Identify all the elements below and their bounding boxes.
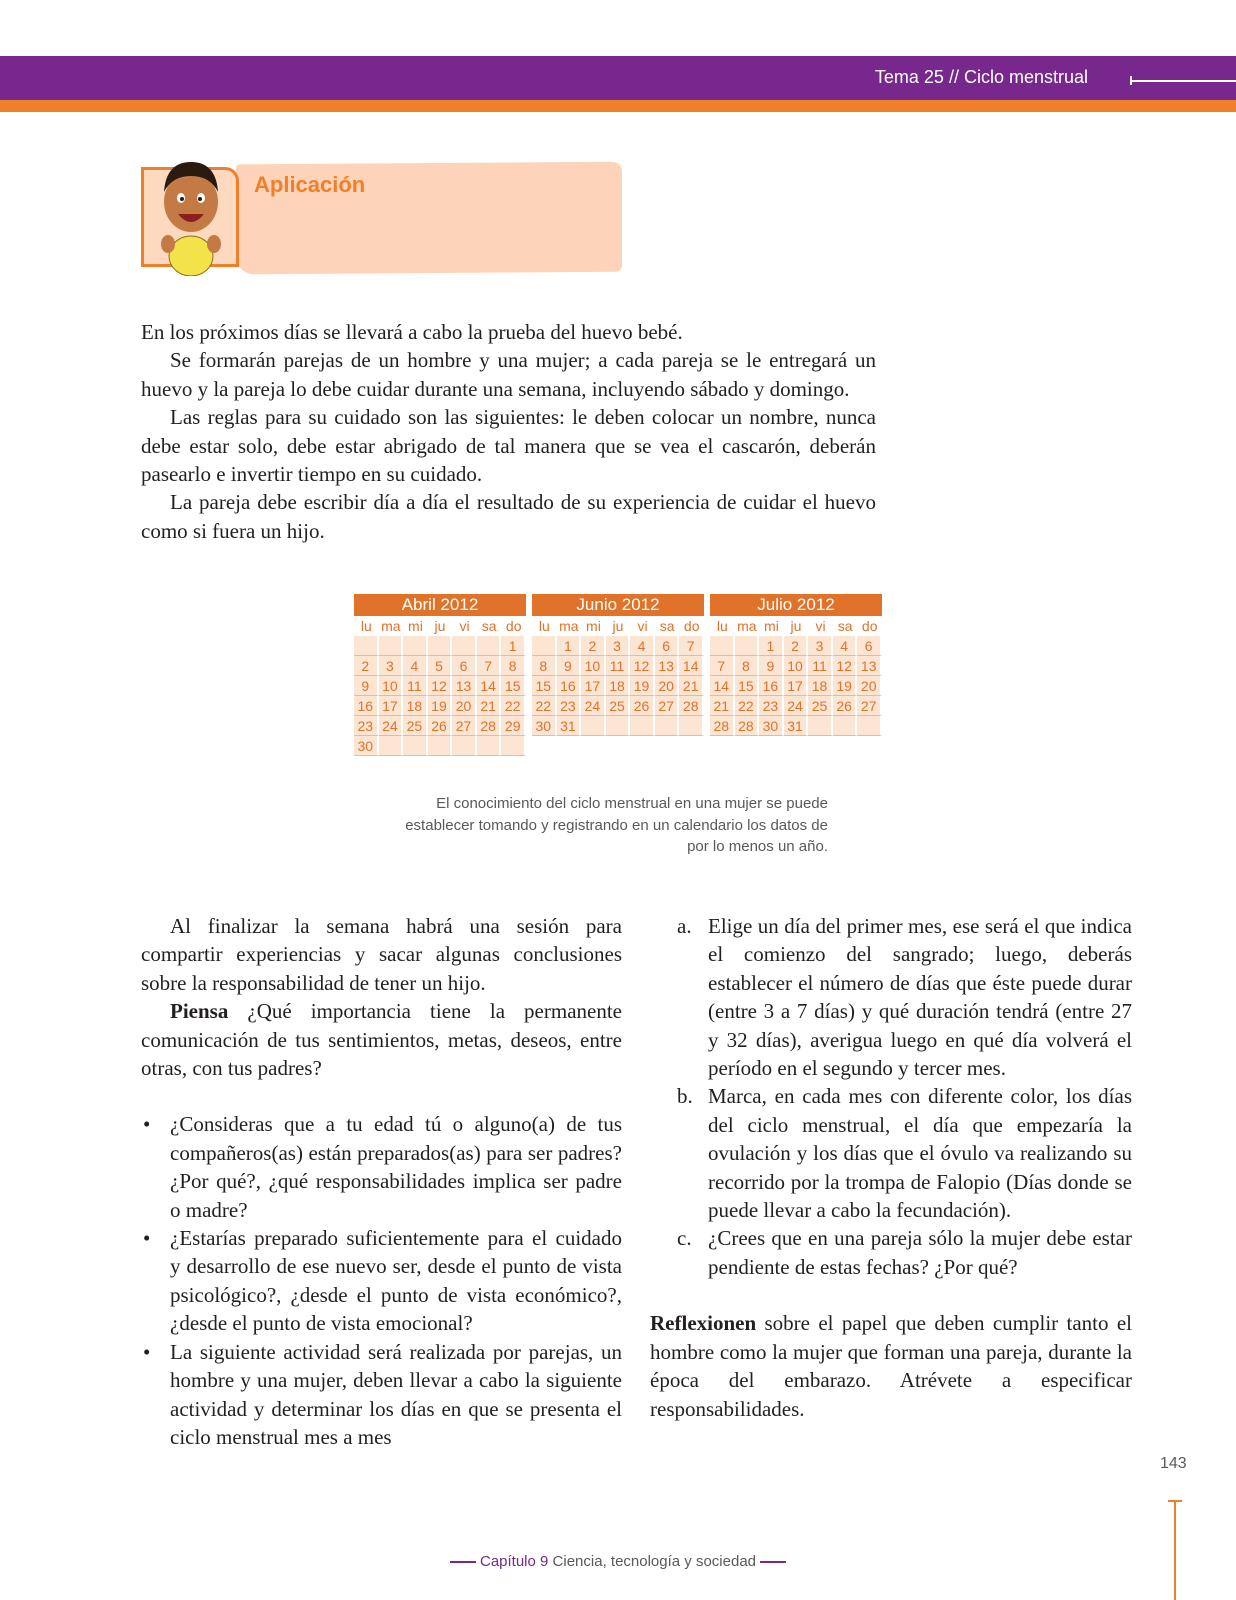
weekday-label: lu <box>360 618 372 634</box>
list-marker: a. <box>677 914 692 938</box>
calendar-day-cell: 2 <box>784 636 809 656</box>
calendar-weekdays <box>354 616 526 636</box>
calendar-day-cell: 13 <box>857 656 882 676</box>
calendar-day-cell: 22 <box>735 696 760 716</box>
calendar-day-cell <box>606 716 631 736</box>
footer-subject: Ciencia, tecnología y sociedad <box>548 1553 757 1570</box>
page-number: 143 <box>1160 1455 1187 1472</box>
calendar-day-cell: 11 <box>808 656 833 676</box>
section-title: Tema 25 // Ciclo menstrual <box>874 67 1088 87</box>
calendar-day-cell <box>735 636 760 656</box>
calendar-day-cell: 18 <box>403 696 428 716</box>
calendar-day-cell: 26 <box>833 696 858 716</box>
weekday-label: do <box>683 618 700 634</box>
intro-paragraph: Se formarán parejas de un hombre y una mujer; a cada pareja se le entregará un huevo y la pareja lo debe cuidar durante una semana, incluyendo sábado y domingo. <box>141 348 876 401</box>
calendar-day-cell <box>354 636 379 656</box>
calendar-day-cell: 19 <box>630 676 655 696</box>
calendar-day-cell: 29 <box>501 716 526 736</box>
footer-rule-left <box>450 1561 476 1563</box>
weekday-label: vi <box>459 618 470 634</box>
calendar-day-cell <box>428 636 453 656</box>
calendar-day-cell: 28 <box>679 696 704 716</box>
list-item-text: ¿Consideras que a tu edad tú o alguno(a) de tus compañeros(as) están preparados(as) para ser padres? ¿Por qué?, ¿qué responsabilidades implica ser padre o madre? <box>170 1112 622 1222</box>
calendar-day-cell: 10 <box>784 656 809 676</box>
list-item-text: ¿Crees que en una pareja sólo la mujer debe estar pendiente de estas fechas? ¿Por qué? <box>708 1226 1132 1279</box>
reflect-paragraph <box>650 1309 1132 1423</box>
list-item <box>650 1082 1132 1224</box>
calendar-day-cell: 1 <box>501 636 526 656</box>
calendar-day-cell: 21 <box>679 676 704 696</box>
calendar-weekdays <box>532 616 704 636</box>
weekday-label: ju <box>790 618 802 634</box>
think-text: ¿Qué importancia tiene la permanente comunicación de tus sentimientos, metas, deseos, entre otras, con tus padres? <box>141 999 622 1081</box>
calendar-day-cell: 23 <box>354 716 379 736</box>
calendar-day-cell: 15 <box>532 676 557 696</box>
think-label: Piensa <box>170 999 229 1024</box>
calendar-april <box>354 594 526 756</box>
footer-rule-right <box>760 1561 786 1563</box>
calendar-day-cell: 28 <box>710 716 735 736</box>
weekday-label: do <box>861 618 878 634</box>
calendar-day-cell: 27 <box>452 716 477 736</box>
right-column <box>650 912 1132 1423</box>
calendar-caption: El conocimiento del ciclo menstrual en una mujer se puede establecer tomando y registrando en un calendario los datos de por lo menos un año. <box>405 795 828 855</box>
calendar-day-cell: 22 <box>501 696 526 716</box>
calendar-day-cell: 3 <box>606 636 631 656</box>
calendar-day-cell: 16 <box>759 676 784 696</box>
calendar-day-cell <box>379 736 404 756</box>
weekday-label: ma <box>737 618 757 634</box>
calendar-day-cell: 24 <box>784 696 809 716</box>
calendar-day-cell: 6 <box>655 636 680 656</box>
weekday-label: mi <box>764 618 779 634</box>
calendar-day-cell: 2 <box>581 636 606 656</box>
weekday-label: lu <box>716 618 728 634</box>
calendar-day-cell <box>655 716 680 736</box>
calendar-day-cell: 21 <box>710 696 735 716</box>
calendar-day-cell: 17 <box>581 676 606 696</box>
calendar-day-cell: 12 <box>428 676 453 696</box>
calendar-day-cell: 30 <box>532 716 557 736</box>
calendar-day-cell: 25 <box>808 696 833 716</box>
calendar-day-cell: 10 <box>581 656 606 676</box>
list-item-text: ¿Estarías preparado suficientemente para el cuidado y desarrollo de ese nuevo ser, desde el punto de vista psicológico?, ¿desde el punto de vista económico?, ¿desde el punto de vista emocional? <box>170 1226 622 1336</box>
calendar-day-cell: 26 <box>428 716 453 736</box>
bullet-icon: • <box>143 1112 151 1137</box>
calendar-day-cell: 11 <box>606 656 631 676</box>
list-item <box>141 1224 622 1338</box>
calendar-day-cell <box>630 716 655 736</box>
calendar-day-cell: 25 <box>403 716 428 736</box>
intro-text <box>141 318 876 545</box>
list-item <box>650 912 1132 1082</box>
calendar-day-cell: 19 <box>428 696 453 716</box>
calendar-day-cell: 17 <box>379 696 404 716</box>
calendar-day-cell <box>679 716 704 736</box>
calendar-day-cell: 10 <box>379 676 404 696</box>
calendar-day-cell: 31 <box>557 716 582 736</box>
calendar-day-cell: 14 <box>710 676 735 696</box>
calendar-title: Junio 2012 <box>532 594 704 616</box>
weekday-label: sa <box>659 618 675 634</box>
calendar-day-cell <box>452 736 477 756</box>
calendar-day-cell <box>501 736 526 756</box>
calendar-day-cell: 6 <box>452 656 477 676</box>
list-item-text: Elige un día del primer mes, ese será el que indica el comienzo del sangrado; luego, deberás establecer el número de días que éste puede durar (entre 3 a 7 días) y qué duración tendrá (entre 27 y 32 días), averigua luego en qué día volverá el período en el segundo y tercer mes. <box>708 914 1132 1081</box>
list-item <box>650 1224 1132 1281</box>
header-accent-stripe <box>0 100 1236 112</box>
weekday-label: ju <box>612 618 624 634</box>
calendar-day-cell: 11 <box>403 676 428 696</box>
calendar-day-cell <box>477 736 502 756</box>
calendar-day-cell <box>808 716 833 736</box>
list-item <box>141 1338 622 1452</box>
footer-chapter: Capítulo 9 <box>479 1553 549 1570</box>
calendar-day-cell: 20 <box>655 676 680 696</box>
calendar-day-cell: 2 <box>354 656 379 676</box>
boy-thumbs-up-icon <box>160 158 222 276</box>
calendar-day-cell: 19 <box>833 676 858 696</box>
calendar-day-cell <box>403 736 428 756</box>
calendar-day-cell: 30 <box>759 716 784 736</box>
calendar-day-cell: 1 <box>759 636 784 656</box>
calendar-day-cell: 15 <box>735 676 760 696</box>
calendar-day-cell: 6 <box>857 636 882 656</box>
calendar-day-cell: 14 <box>679 656 704 676</box>
calendar-day-cell: 31 <box>784 716 809 736</box>
closing-paragraph: Al finalizar la semana habrá una sesión para compartir experiencias y sacar algunas conclusiones sobre la responsabilidad de tener un hijo. <box>141 914 622 995</box>
calendar-day-cell: 8 <box>532 656 557 676</box>
calendar-day-cell: 4 <box>630 636 655 656</box>
calendar-day-cell: 3 <box>379 656 404 676</box>
weekday-label: sa <box>481 618 497 634</box>
calendar-day-cell: 27 <box>655 696 680 716</box>
bullet-icon: • <box>143 1339 151 1364</box>
list-item-text: Marca, en cada mes con diferente color, los días del ciclo menstrual, el día que empezaría la ovulación y los días que el óvulo va realizando su recorrido por la trompa de Falopio (Días donde se puede llevar a cabo la fecundación). <box>708 1084 1132 1223</box>
weekday-label: lu <box>538 618 550 634</box>
calendar-title: Abril 2012 <box>354 594 526 616</box>
calendar-day-cell: 9 <box>354 676 379 696</box>
calendar-day-cell: 4 <box>403 656 428 676</box>
header-rule <box>1130 80 1236 82</box>
left-column <box>141 912 622 1451</box>
calendar-day-cell: 9 <box>759 656 784 676</box>
intro-paragraph: La pareja debe escribir día a día el resultado de su experiencia de cuidar el huevo como si fuera un hijo. <box>141 490 876 543</box>
list-marker: b. <box>677 1084 693 1109</box>
chapter-footer <box>0 1553 1236 1570</box>
calendar-day-cell: 16 <box>557 676 582 696</box>
calendar-day-cell: 7 <box>477 656 502 676</box>
calendar-june <box>532 594 704 736</box>
calendar-day-cell: 8 <box>735 656 760 676</box>
calendar-day-cell: 13 <box>655 656 680 676</box>
reflect-text: sobre el papel que deben cumplir tanto el hombre como la mujer que forman una pareja, durante la época del embarazo. Atrévete a especificar responsabilidades. <box>650 1311 1132 1421</box>
calendar-day-cell: 22 <box>532 696 557 716</box>
calendar-day-cell: 9 <box>557 656 582 676</box>
calendar-day-cell: 17 <box>784 676 809 696</box>
calendar-day-cell: 14 <box>477 676 502 696</box>
calendar-day-cell: 27 <box>857 696 882 716</box>
calendar-day-cell: 8 <box>501 656 526 676</box>
calendar-grid <box>710 636 882 736</box>
weekday-label: do <box>505 618 522 634</box>
calendar-day-cell: 25 <box>606 696 631 716</box>
application-title: Aplicación <box>254 172 366 197</box>
weekday-label: ma <box>559 618 579 634</box>
calendar-day-cell: 23 <box>557 696 582 716</box>
calendar-day-cell <box>477 636 502 656</box>
bullet-icon: • <box>143 1226 151 1251</box>
activity-steps <box>650 912 1132 1281</box>
calendar-day-cell <box>428 736 453 756</box>
calendar-day-cell: 18 <box>808 676 833 696</box>
calendar-day-cell: 28 <box>735 716 760 736</box>
calendar-day-cell: 12 <box>833 656 858 676</box>
calendar-day-cell: 24 <box>379 716 404 736</box>
calendar-day-cell <box>532 636 557 656</box>
reflect-label: Reflexionen <box>650 1311 757 1336</box>
calendar-day-cell: 7 <box>710 656 735 676</box>
calendar-day-cell <box>379 636 404 656</box>
think-paragraph <box>141 997 622 1082</box>
weekday-label: vi <box>815 618 826 634</box>
weekday-label: mi <box>586 618 601 634</box>
intro-paragraph: Las reglas para su cuidado son las siguientes: le deben colocar un nombre, nunca debe estar solo, debe estar abrigado de tal manera que se vea el cascarón, deberán pasearlo e invertir tiempo en su cuidado. <box>141 405 876 487</box>
calendar-day-cell: 1 <box>557 636 582 656</box>
intro-paragraph: En los próximos días se llevará a cabo la prueba del huevo bebé. <box>141 320 683 344</box>
calendar-group <box>354 594 884 764</box>
calendar-day-cell <box>403 636 428 656</box>
question-list <box>141 1110 622 1451</box>
calendar-weekdays <box>710 616 882 636</box>
calendar-day-cell <box>710 636 735 656</box>
calendar-day-cell: 30 <box>354 736 379 756</box>
calendar-day-cell: 15 <box>501 676 526 696</box>
calendar-day-cell <box>452 636 477 656</box>
calendar-day-cell: 16 <box>354 696 379 716</box>
calendar-day-cell: 23 <box>759 696 784 716</box>
calendar-july <box>710 594 882 736</box>
calendar-day-cell: 12 <box>630 656 655 676</box>
page-rule <box>1174 1500 1176 1600</box>
calendar-day-cell: 20 <box>452 696 477 716</box>
weekday-label: ma <box>381 618 401 634</box>
calendar-day-cell: 18 <box>606 676 631 696</box>
calendar-day-cell <box>833 716 858 736</box>
calendar-day-cell: 24 <box>581 696 606 716</box>
calendar-grid <box>532 636 704 736</box>
weekday-label: ju <box>434 618 446 634</box>
weekday-label: mi <box>408 618 423 634</box>
calendar-day-cell: 4 <box>833 636 858 656</box>
calendar-title: Julio 2012 <box>710 594 882 616</box>
list-item-text: La siguiente actividad será realizada por parejas, un hombre y una mujer, deben llevar a cabo la siguiente actividad y determinar los días en que se presenta el ciclo menstrual mes a mes <box>170 1339 622 1449</box>
weekday-label: vi <box>637 618 648 634</box>
weekday-label: sa <box>837 618 853 634</box>
list-item <box>141 1110 622 1224</box>
calendar-day-cell <box>857 716 882 736</box>
calendar-day-cell: 21 <box>477 696 502 716</box>
calendar-day-cell: 3 <box>808 636 833 656</box>
calendar-day-cell: 26 <box>630 696 655 716</box>
list-marker: c. <box>677 1226 692 1251</box>
calendar-day-cell: 28 <box>477 716 502 736</box>
calendar-day-cell: 20 <box>857 676 882 696</box>
calendar-day-cell <box>581 716 606 736</box>
calendar-day-cell: 5 <box>428 656 453 676</box>
calendar-grid <box>354 636 526 756</box>
calendar-day-cell: 13 <box>452 676 477 696</box>
calendar-day-cell: 7 <box>679 636 704 656</box>
